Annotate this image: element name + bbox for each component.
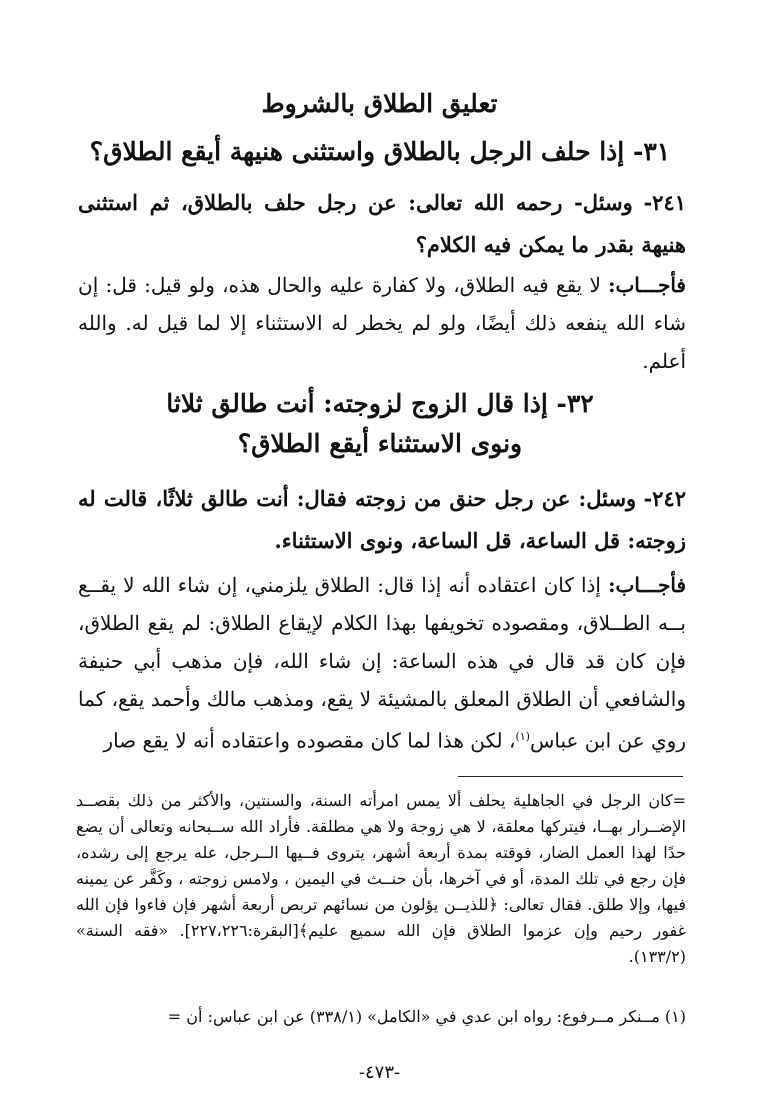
footnote-continued: =كان الرجل في الجاهلية يحلف ألا يمس امرأته السنة، والسنتين، والأكثر من ذلك بقصــد الإضــرار بهــا، فيتركها معلقة، لا هي زوجة ولا هي مطلقة. فأراد الله ســبحانه وتعالى أن يضع حدًا لهذا العمل الضار، فوقته بمدة أربعة أشهر، يتروى فــيها الــرجل، عله يرجع إلى رشده، فإن رجع في تلك المدة، أو في آخرها، بأن حنــث في اليمين ، ولامس زوجته ، وكَفَّر عن يمينه فيها، وإلا طلق. فقال تعالى: ﴿للذيــن يؤلون من نسائهم تربص أربعة أشهر فإن فاءوا فإن الله غفور رحيم وإن عزموا الطلاق فإن الله سميع عليم﴾[البقرة:٢٢٧،٢٢٦]. «فقه السنة» (١٣٣/٢). [76,791,687,966]
question-242-text: وسئل: عن رجل حنق من زوجته فقال: أنت طالق ثلاثًا، قالت له زوجته: قل الساعة، قل الساعة، ونوى الاستثناء. [78,486,686,553]
answer-242-text-part2: ، لكن هذا لما كان مقصوده واعتقاده أنه لا يقع صار [103,728,516,753]
answer-241-label: فأجـــاب: [608,273,686,297]
question-241 [78,182,686,266]
footnote-1: (١) مــنكر مــرفوع: رواه ابن عدي في «الكامل» (٣٣٨/١) عن ابن عباس: أن = [167,1007,686,1026]
question-31-heading: ٣١- إذا حلف الرجل بالطلاق واستثنى هنيهة أيقع الطلاق؟ [89,137,671,166]
footnote-ref-1[interactable]: (١) [515,730,530,743]
question-32-heading-line1: ٣٢- إذا قال الزوج لزوجته: أنت طالق ثلاثا [166,389,594,418]
answer-242-label: فأجـــاب: [608,573,687,597]
answer-241-text: لا يقع فيه الطلاق، ولا كفارة عليه والحال هذه، ولو قيل: قل: إن شاء الله ينفعه ذلك أيضًا، ولو لم يخطر له الاستثناء إلا لما قيل له. والله أعلم. [78,273,686,373]
answer-241 [78,266,686,380]
answer-242 [78,566,686,760]
footnote-divider [458,776,683,777]
question-241-number: ٢٤١- [643,190,686,215]
question-241-text: وسئل- رحمه الله تعالى: عن رجل حلف بالطلاق، ثم استثنى هنيهة بقدر ما يمكن فيه الكلام؟ [78,190,686,257]
question-242 [78,478,686,562]
question-32-heading-line2: ونوى الاستثناء أيقع الطلاق؟ [237,429,523,458]
section-title: تعليق الطلاق بالشروط [261,89,498,118]
question-242-number: ٢٤٢- [643,486,687,511]
page-number: -٤٧٣- [358,1062,401,1083]
answer-242-text-part1: إذا كان اعتقاده أنه إذا قال: الطلاق يلزمني، إن شاء الله لا يقــع بــه الطــلاق، ومقصوده تخويفها بهذا الكلام لإيقاع الطلاق: لم يقع الطلاق، فإن كان قد قال في هذه الساعة: إن شاء الله، فإن مذهب أبي حنيفة والشافعي أن الطلاق المعلق بالمشيئة لا يقع، ومذهب مالك وأحمد يقع، كما روي عن ابن عباس [78,573,686,753]
